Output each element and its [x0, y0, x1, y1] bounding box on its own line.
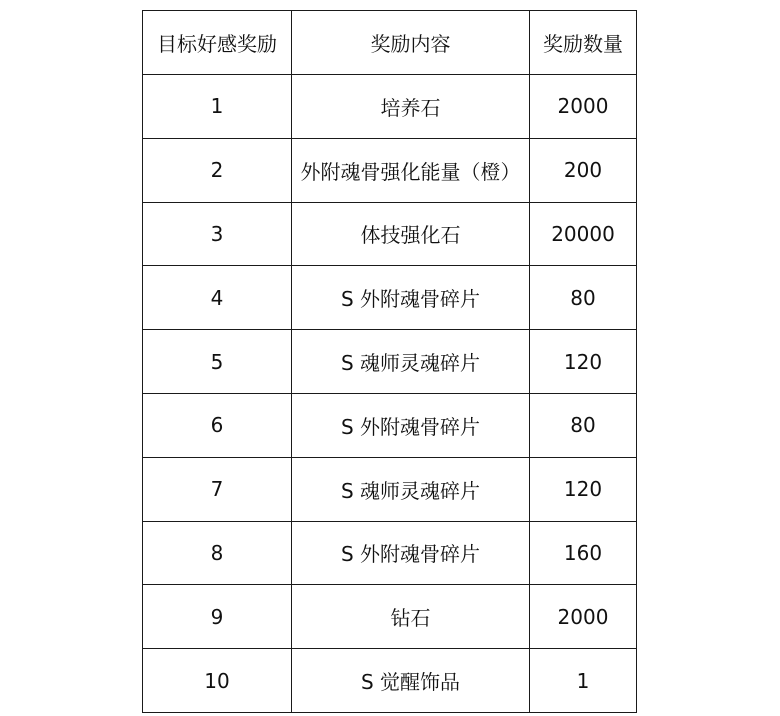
- cell-level: 9: [143, 585, 292, 649]
- cell-amount: 200: [530, 138, 637, 202]
- table-row: [143, 521, 637, 585]
- table-row: [143, 393, 637, 457]
- table-row: [143, 457, 637, 521]
- cell-content: S 觉醒饰品: [292, 649, 530, 713]
- table-row: [143, 202, 637, 266]
- cell-amount: 80: [530, 266, 637, 330]
- cell-level: 8: [143, 521, 292, 585]
- cell-content: S 魂师灵魂碎片: [292, 330, 530, 394]
- table-row: [143, 266, 637, 330]
- cell-amount: 2000: [530, 75, 637, 139]
- table-row: [143, 649, 637, 713]
- cell-content: S 魂师灵魂碎片: [292, 457, 530, 521]
- cell-level: 2: [143, 138, 292, 202]
- cell-amount: 120: [530, 330, 637, 394]
- table-header-row: [143, 11, 637, 75]
- cell-content: 外附魂骨强化能量（橙）: [292, 138, 530, 202]
- cell-content: S 外附魂骨碎片: [292, 393, 530, 457]
- cell-amount: 1: [530, 649, 637, 713]
- cell-amount: 160: [530, 521, 637, 585]
- cell-level: 5: [143, 330, 292, 394]
- cell-level: 3: [143, 202, 292, 266]
- cell-content: 培养石: [292, 75, 530, 139]
- header-reward-content: 奖励内容: [292, 11, 530, 75]
- table-row: [143, 138, 637, 202]
- cell-level: 7: [143, 457, 292, 521]
- table-row: [143, 75, 637, 139]
- cell-content: S 外附魂骨碎片: [292, 521, 530, 585]
- table-row: [143, 585, 637, 649]
- cell-level: 1: [143, 75, 292, 139]
- cell-level: 6: [143, 393, 292, 457]
- cell-amount: 2000: [530, 585, 637, 649]
- cell-amount: 80: [530, 393, 637, 457]
- header-target-favor: 目标好感奖励: [143, 11, 292, 75]
- cell-content: S 外附魂骨碎片: [292, 266, 530, 330]
- header-reward-amount: 奖励数量: [530, 11, 637, 75]
- cell-content: 体技强化石: [292, 202, 530, 266]
- cell-level: 4: [143, 266, 292, 330]
- cell-amount: 20000: [530, 202, 637, 266]
- cell-level: 10: [143, 649, 292, 713]
- table-row: [143, 330, 637, 394]
- reward-table: [142, 10, 637, 713]
- cell-content: 钻石: [292, 585, 530, 649]
- cell-amount: 120: [530, 457, 637, 521]
